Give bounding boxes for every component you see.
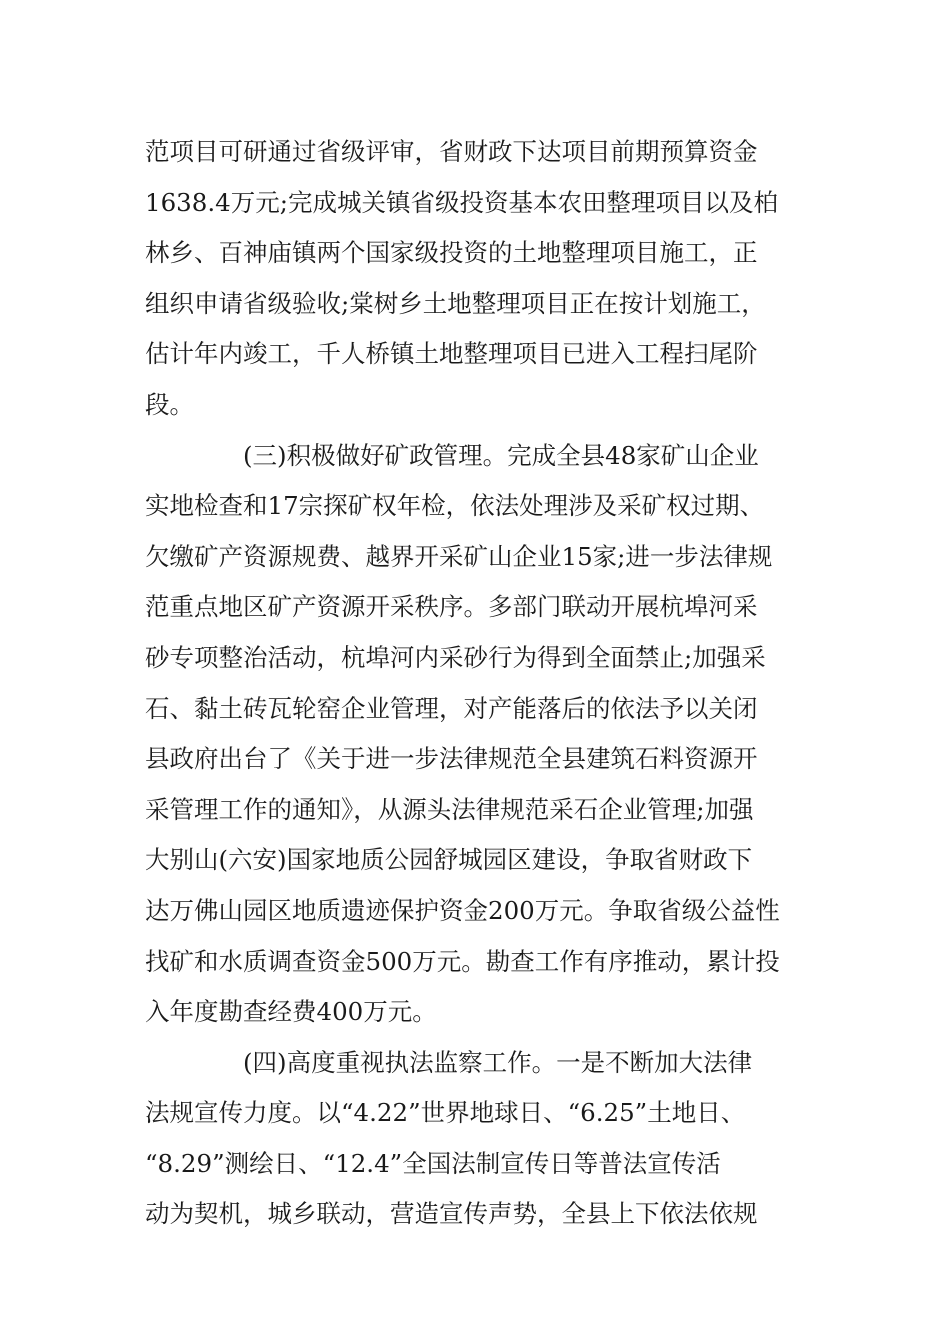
text-line: 实地检查和17宗探矿权年检，依法处理涉及采矿权过期、: [145, 491, 765, 521]
text-line: 法规宣传力度。以“4.22”世界地球日、“6.25”土地日、: [145, 1098, 746, 1128]
text-line: 入年度勘查经费400万元。: [145, 997, 437, 1027]
paragraph-start-line: (四)高度重视执法监察工作。一是不断加大法律: [243, 1047, 753, 1077]
text-line: 达万佛山园区地质遗迹保护资金200万元。争取省级公益性: [145, 895, 780, 925]
text-line: 范重点地区矿产资源开采秩序。多部门联动开展杭埠河采: [145, 592, 758, 622]
text-line: 砂专项整治活动，杭埠河内采砂行为得到全面禁止;加强采: [145, 642, 766, 672]
text-line: 县政府出台了《关于进一步法律规范全县建筑石料资源开: [145, 744, 758, 774]
text-line: 采管理工作的通知》，从源头法律规范采石企业管理;加强: [145, 794, 754, 824]
document-body-text: [145, 127, 810, 1240]
paragraph-start-line: (三)积极做好矿政管理。完成全县48家矿山企业: [243, 440, 759, 470]
text-line: 组织申请省级验收;棠树乡土地整理项目正在按计划施工，: [145, 288, 766, 318]
text-line: 动为契机，城乡联动，营造宣传声势，全县上下依法依规: [145, 1199, 758, 1229]
text-line: 欠缴矿产资源规费、越界开采矿山企业15家;进一步法律规: [145, 541, 773, 571]
text-line: 石、黏土砖瓦轮窑企业管理，对产能落后的依法予以关闭: [145, 693, 758, 723]
text-line: 大别山(六安)国家地质公园舒城园区建设，争取省财政下: [145, 845, 753, 875]
text-line: 找矿和水质调查资金500万元。勘查工作有序推动，累计投: [145, 946, 780, 976]
text-line: 1638.4万元;完成城关镇省级投资基本农田整理项目以及柏: [145, 187, 778, 217]
text-line: 段。: [145, 389, 194, 419]
text-line: 范项目可研通过省级评审，省财政下达项目前期预算资金: [145, 137, 758, 166]
text-line: “8.29”测绘日、“12.4”全国法制宣传日等普法宣传活: [145, 1148, 721, 1178]
text-line: 林乡、百神庙镇两个国家级投资的土地整理项目施工，正: [145, 238, 758, 268]
text-line: 估计年内竣工，千人桥镇土地整理项目已进入工程扫尾阶: [145, 339, 758, 369]
